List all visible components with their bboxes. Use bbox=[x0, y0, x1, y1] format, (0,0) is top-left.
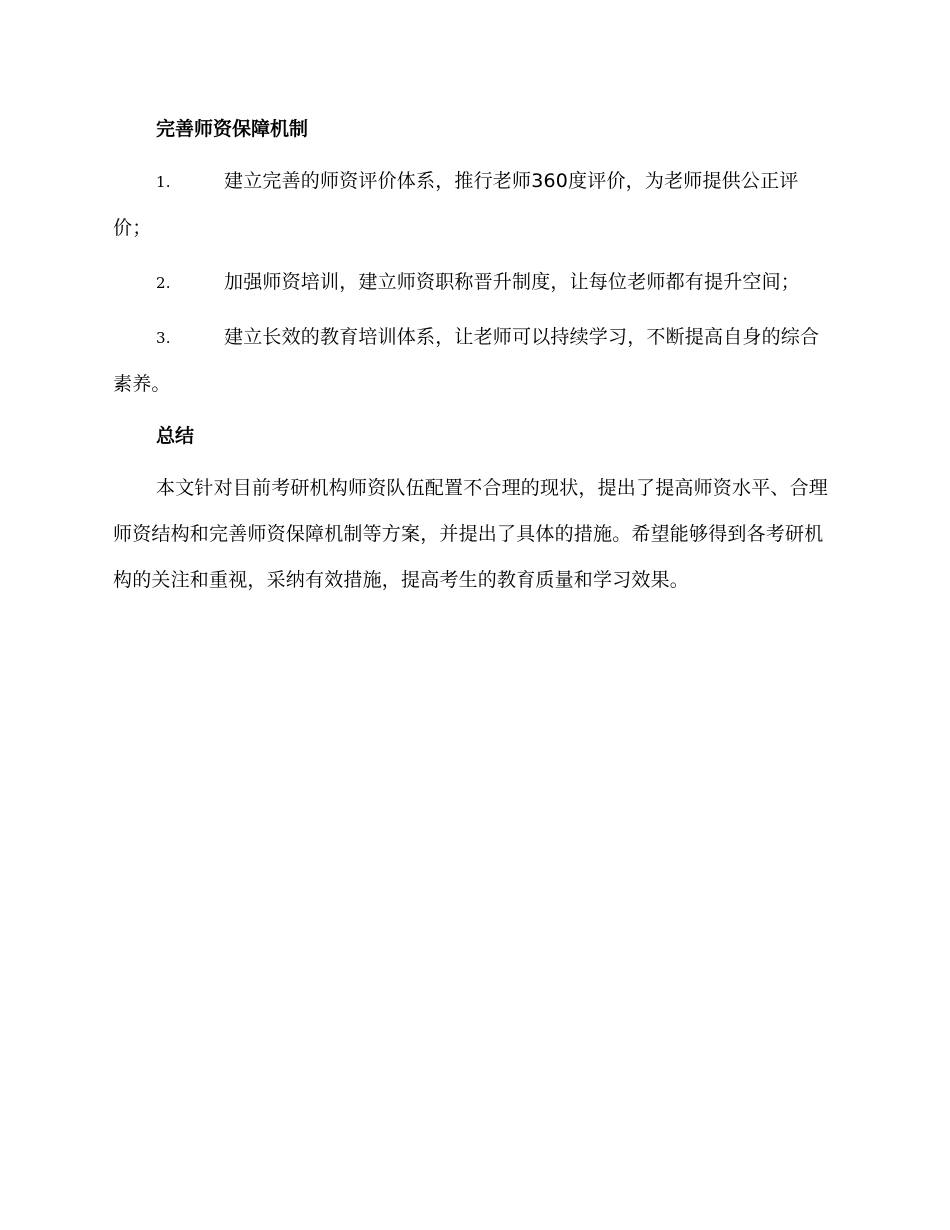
list-item bbox=[113, 158, 835, 251]
list-item bbox=[113, 259, 835, 306]
document-content bbox=[113, 108, 835, 603]
list-item-number: 1. bbox=[156, 173, 171, 191]
list-item-number: 2. bbox=[156, 274, 171, 292]
list-item-text: 建立长效的教育培训体系，让老师可以持续学习，不断提高自身的综合素养。 bbox=[113, 326, 820, 395]
list-item-text: 加强师资培训，建立师资职称晋升制度，让每位老师都有提升空间； bbox=[224, 271, 801, 293]
summary-paragraph: 本文针对目前考研机构师资队伍配置不合理的现状，提出了提高师资水平、合理师资结构和完善师资保障机制等方案，并提出了具体的措施。希望能够得到各考研机构的关注和重视，采纳有效措施，提高考生的教育质量和学习效果。 bbox=[113, 477, 829, 591]
list-item bbox=[113, 314, 835, 407]
list-item-text: 建立完善的师资评价体系，推行老师360度评价，为老师提供公正评价； bbox=[113, 170, 799, 239]
section-heading-teacher-guarantee: 完善师资保障机制 bbox=[156, 118, 309, 140]
list-item-number: 3. bbox=[156, 329, 171, 347]
section-heading-summary: 总结 bbox=[156, 425, 195, 447]
